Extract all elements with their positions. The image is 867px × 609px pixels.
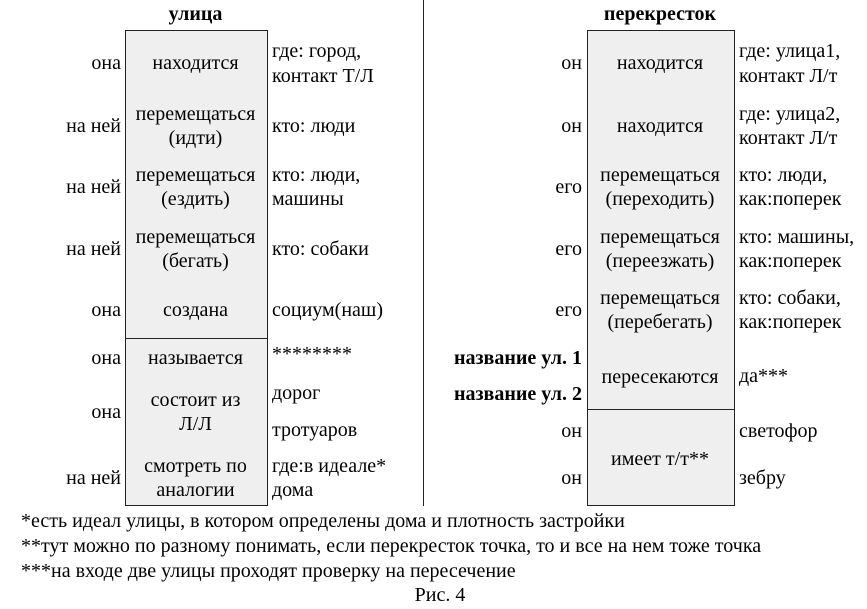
street-verb: аналогии [156,479,235,501]
crossroad-verb: пересекаются [601,366,719,388]
street-subject: она [91,401,121,423]
crossroad-note: кто: люди, [739,164,828,186]
crossroad-verb: (переходить) [605,188,715,210]
crossroad-note: контакт Л/т [739,127,838,149]
crossroad-divider [587,409,735,410]
street-note: где: город, [272,40,362,62]
street-verb: перемещаться [135,103,256,125]
crossroad-note: как:поперек [739,250,842,272]
crossroad-note: да*** [739,365,789,387]
crossroad-subject: он [561,115,582,137]
crossroad-note: как:поперек [739,188,842,210]
crossroad-subject: он [561,52,582,74]
street-subject: на ней [66,467,121,489]
crossroad-note: зебру [739,467,786,489]
crossroad-subject: его [555,238,582,260]
crossroad-verb: перемещаться [600,164,720,186]
crossroad-subject: он [561,467,582,489]
crossroad-note: контакт Л/т [739,65,838,87]
figure-caption: Рис. 4 [414,584,466,606]
crossroad-note: где: улица2, [739,103,841,125]
street-note: контакт Т/Л [272,65,374,87]
footnote-1: *есть идеал улицы, в котором определены дома и плотность застройки [21,510,625,532]
street-note: где:в идеале* [272,455,387,477]
crossroad-subject: название ул. 2 [453,383,582,405]
street-verb: (ездить) [161,188,230,210]
crossroad-subject: его [555,176,582,198]
street-verb: перемещаться [135,226,256,248]
street-note: дома [272,479,314,501]
street-verb: (идти) [168,127,223,149]
street-note: кто: собаки [272,238,369,260]
crossroad-note: кто: машины, [739,226,855,248]
street-verb: находится [152,52,239,74]
crossroad-verb: (перебегать) [607,311,713,333]
crossroad-verb: имеет т/т** [611,448,709,470]
crossroad-verb: перемещаться [600,226,720,248]
street-subject: она [91,52,121,74]
crossroad-subject: название ул. 1 [453,347,582,369]
street-subject: она [91,347,121,369]
street-verb: создана [162,299,229,321]
crossroad-verb: находится [616,115,704,137]
crossroad-subject: он [561,420,582,442]
street-verb: смотреть по [144,455,247,477]
street-title: улица [168,3,223,25]
crossroad-title: перекресток [603,3,717,25]
crossroad-verb: находится [616,52,704,74]
street-note: кто: люди [272,115,356,137]
street-verb: состоит из [150,389,241,411]
crossroad-note: где: улица1, [739,40,841,62]
street-note: социум(наш) [272,299,383,321]
footnote-3: ***на входе две улицы проходят проверку на пересечение [21,560,516,582]
footnote-2: **тут можно по разному понимать, если перекресток точка, то и все на нем тоже точка [21,535,762,557]
street-verb: называется [148,347,243,369]
crossroad-verb: перемещаться [600,287,720,309]
street-verb: (бегать) [162,250,229,272]
street-note: дорог [272,382,321,404]
street-verb: Л/Л [179,413,212,435]
crossroad-note: кто: собаки, [739,287,841,309]
street-divider [125,338,268,339]
street-note: ******** [272,343,352,365]
column-divider [423,0,424,506]
crossroad-note: светофор [739,420,818,442]
street-subject: на ней [66,176,121,198]
street-verb: перемещаться [135,164,256,186]
crossroad-subject: его [555,299,582,321]
crossroad-verb: (переезжать) [605,250,715,272]
street-subject: на ней [66,115,121,137]
crossroad-note: как:поперек [739,311,842,333]
street-note: машины [272,188,344,210]
street-note: тротуаров [272,419,358,441]
street-subject: на ней [66,238,121,260]
street-note: кто: люди, [272,164,361,186]
street-subject: она [91,299,121,321]
